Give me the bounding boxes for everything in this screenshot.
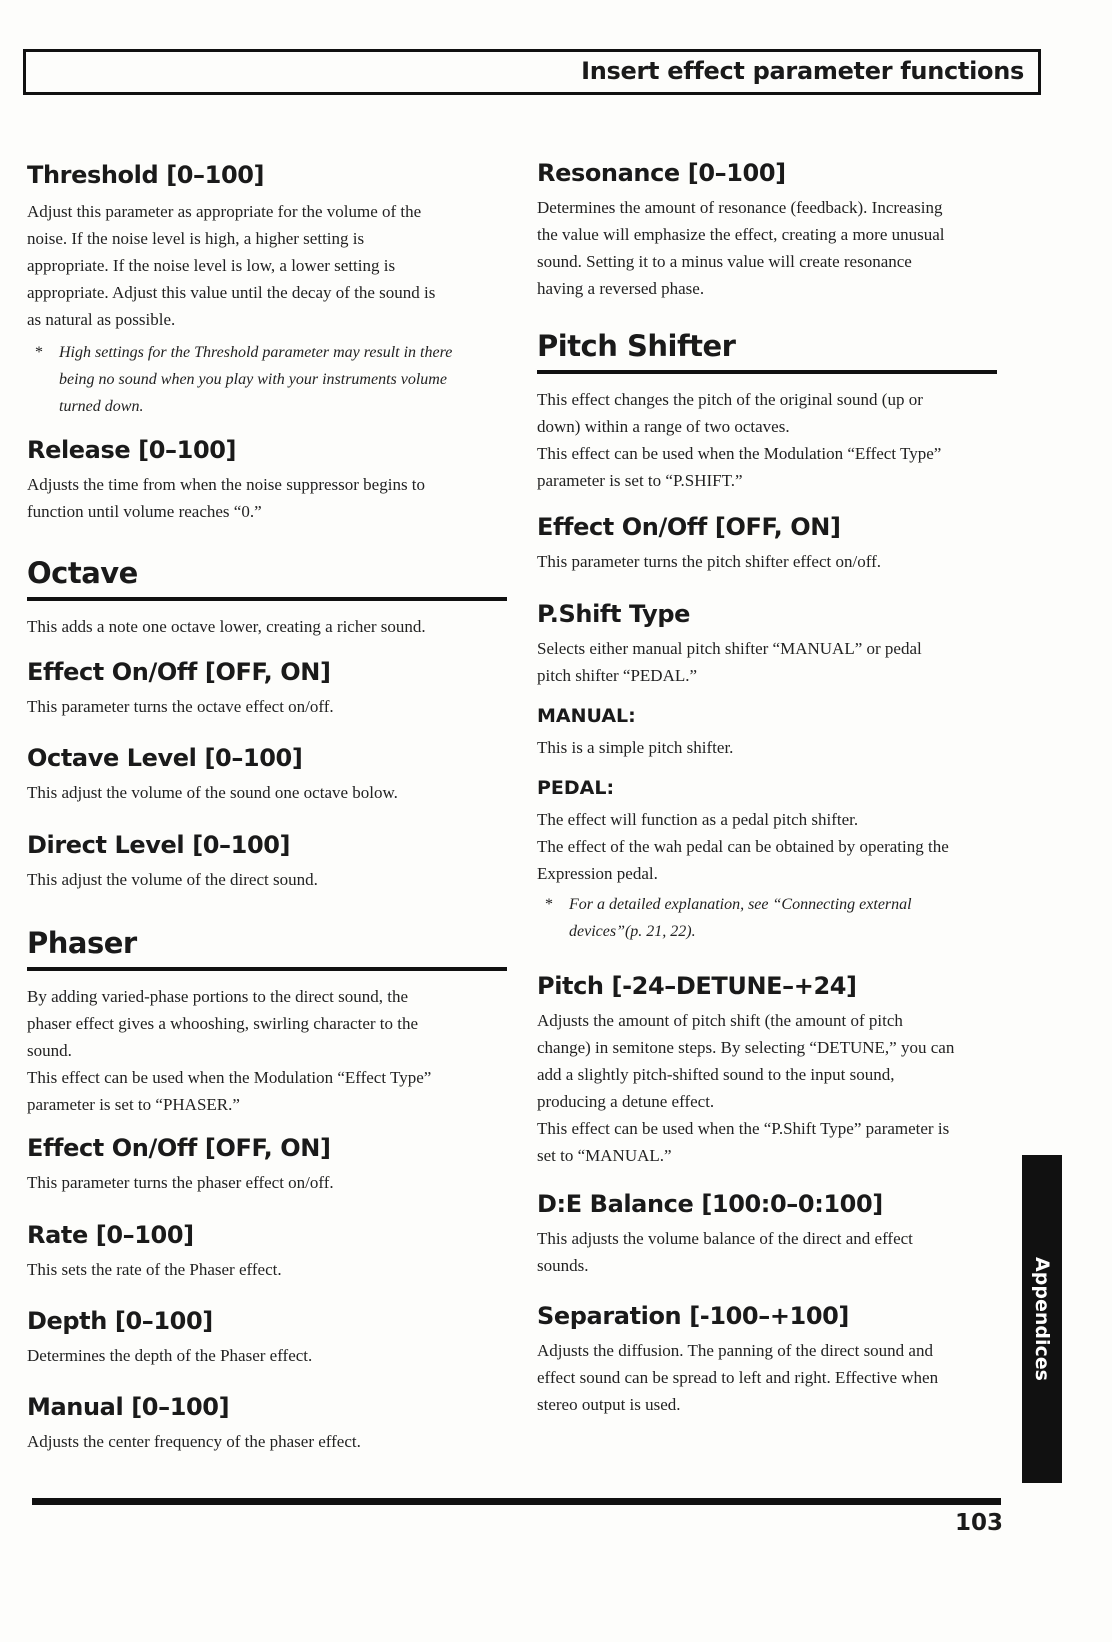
text-line: sound.	[27, 1041, 72, 1060]
text-line: as natural as possible.	[27, 310, 176, 329]
section-separation	[537, 1301, 997, 1418]
note-line: For a detailed explanation, see “Connecting external	[569, 896, 912, 913]
text-line: Adjusts the center frequency of the phaser effect.	[27, 1432, 361, 1451]
text-line: This is a simple pitch shifter.	[537, 738, 734, 757]
heading-manual-sub: MANUAL:	[537, 705, 636, 727]
page-header	[23, 49, 1041, 95]
heading-phaser-onoff: Effect On/Off [OFF, ON]	[27, 1134, 331, 1162]
text-line: This parameter turns the pitch shifter effect on/off.	[537, 552, 881, 571]
text-line: This parameter turns the phaser effect on/off.	[27, 1173, 334, 1192]
text-line: This effect can be used when the Modulation “Effect Type”	[537, 444, 942, 463]
section-phaser	[27, 925, 507, 1118]
heading-pedal-sub: PEDAL:	[537, 777, 615, 799]
text-line: This sets the rate of the Phaser effect.	[27, 1260, 282, 1279]
section-pitch	[537, 971, 997, 1169]
text-line: having a reversed phase.	[537, 279, 705, 298]
text-line: This adjust the volume of the sound one octave bolow.	[27, 783, 398, 802]
text-line: The effect of the wah pedal can be obtained by operating the	[537, 837, 949, 856]
text-line: Adjusts the time from when the noise suppressor begins to	[27, 475, 426, 494]
section-resonance	[537, 158, 997, 302]
text-line: Adjust this parameter as appropriate for the volume of the	[27, 202, 422, 221]
subsection-pedal	[537, 776, 997, 945]
text-line: Expression pedal.	[537, 864, 658, 883]
text-line: function until volume reaches “0.”	[27, 502, 262, 521]
text-line: Adjusts the diffusion. The panning of the direct sound and	[537, 1341, 933, 1360]
section-rule	[27, 597, 507, 601]
text-line: change) in semitone steps. By selecting “DETUNE,” you can	[537, 1038, 955, 1057]
text-line: Selects either manual pitch shifter “MANUAL” or pedal	[537, 639, 922, 658]
text-line: Adjusts the amount of pitch shift (the amount of pitch	[537, 1011, 903, 1030]
heading-direct-level: Direct Level [0–100]	[27, 831, 291, 859]
note-pedal	[537, 891, 997, 945]
text-line: This effect can be used when the Modulation “Effect Type”	[27, 1068, 432, 1087]
heading-octave: Octave	[27, 556, 138, 590]
note-line: turned down.	[59, 398, 144, 415]
section-pitch-shifter	[537, 328, 997, 494]
section-octave-onoff	[27, 657, 507, 720]
text-line: This adjusts the volume balance of the direct and effect	[537, 1229, 913, 1248]
heading-ps-onoff: Effect On/Off [OFF, ON]	[537, 513, 841, 541]
text-line: Determines the depth of the Phaser effect.	[27, 1346, 313, 1365]
text-line: This adds a note one octave lower, creating a richer sound.	[27, 617, 426, 636]
section-manual	[27, 1392, 507, 1455]
appendices-tab	[1022, 1155, 1062, 1483]
text-line: Determines the amount of resonance (feedback). Increasing	[537, 198, 943, 217]
text-line: This effect can be used when the “P.Shift Type” parameter is	[537, 1119, 950, 1138]
text-line: appropriate. Adjust this value until the decay of the sound is	[27, 283, 436, 302]
text-line: phaser effect gives a whooshing, swirling character to the	[27, 1014, 419, 1033]
text-line: stereo output is used.	[537, 1395, 681, 1414]
page-number: 103	[954, 1510, 1003, 1536]
note-line: being no sound when you play with your instruments volume	[59, 371, 447, 388]
section-depth	[27, 1306, 507, 1369]
text-line: By adding varied-phase portions to the direct sound, the	[27, 987, 408, 1006]
section-ps-type	[537, 599, 997, 689]
section-rule	[27, 967, 507, 971]
section-octave	[27, 555, 507, 640]
heading-separation: Separation [-100–+100]	[537, 1302, 850, 1330]
text-line: parameter is set to “P.SHIFT.”	[537, 471, 743, 490]
text-line: producing a detune effect.	[537, 1092, 715, 1111]
section-rule	[537, 370, 997, 374]
heading-de-balance: D:E Balance [100:0–0:100]	[537, 1190, 883, 1218]
heading-ps-type: P.Shift Type	[537, 600, 690, 628]
section-de-balance	[537, 1189, 997, 1279]
heading-pitch: Pitch [-24–DETUNE–+24]	[537, 972, 857, 1000]
text-line: The effect will function as a pedal pitch shifter.	[537, 810, 859, 829]
text-line: sound. Setting it to a minus value will create resonance	[537, 252, 912, 271]
section-phaser-onoff	[27, 1133, 507, 1196]
text-line: This parameter turns the octave effect on/off.	[27, 697, 334, 716]
subsection-manual	[537, 704, 997, 761]
text-line: appropriate. If the noise level is low, a lower setting is	[27, 256, 396, 275]
text-line: add a slightly pitch-shifted sound to the input sound,	[537, 1065, 895, 1084]
text-line: sounds.	[537, 1256, 589, 1275]
text-line: pitch shifter “PEDAL.”	[537, 666, 698, 685]
asterisk-icon: *	[35, 344, 43, 361]
heading-manual: Manual [0–100]	[27, 1393, 230, 1421]
text-line: This effect changes the pitch of the original sound (up or	[537, 390, 923, 409]
section-octave-level	[27, 743, 507, 806]
text-line: This adjust the volume of the direct sound.	[27, 870, 318, 889]
footer-rule	[32, 1498, 1001, 1505]
text-line: the value will emphasize the effect, creating a more unusual	[537, 225, 945, 244]
heading-octave-level: Octave Level [0–100]	[27, 744, 303, 772]
section-direct-level	[27, 830, 507, 893]
note-threshold	[27, 339, 507, 420]
heading-threshold: Threshold [0–100]	[27, 161, 265, 189]
text-line: effect sound can be spread to left and right. Effective when	[537, 1368, 939, 1387]
text-line: parameter is set to “PHASER.”	[27, 1095, 240, 1114]
header-title: Insert effect parameter functions	[581, 57, 1024, 85]
heading-resonance: Resonance [0–100]	[537, 159, 786, 187]
heading-octave-onoff: Effect On/Off [OFF, ON]	[27, 658, 331, 686]
text-line: set to “MANUAL.”	[537, 1146, 672, 1165]
appendices-tab-label: Appendices	[1031, 1257, 1053, 1381]
text-line: down) within a range of two octaves.	[537, 417, 790, 436]
heading-rate: Rate [0–100]	[27, 1221, 194, 1249]
heading-release: Release [0–100]	[27, 436, 237, 464]
heading-pitch-shifter: Pitch Shifter	[537, 329, 736, 363]
text-line: noise. If the noise level is high, a higher setting is	[27, 229, 365, 248]
section-threshold	[27, 160, 507, 420]
section-ps-onoff	[537, 512, 997, 575]
section-rate	[27, 1220, 507, 1283]
heading-phaser: Phaser	[27, 926, 137, 960]
note-line: devices”(p. 21, 22).	[569, 923, 696, 940]
heading-depth: Depth [0–100]	[27, 1307, 213, 1335]
asterisk-icon: *	[545, 896, 553, 913]
section-release	[27, 435, 507, 525]
note-line: High settings for the Threshold parameter may result in there	[59, 344, 453, 361]
